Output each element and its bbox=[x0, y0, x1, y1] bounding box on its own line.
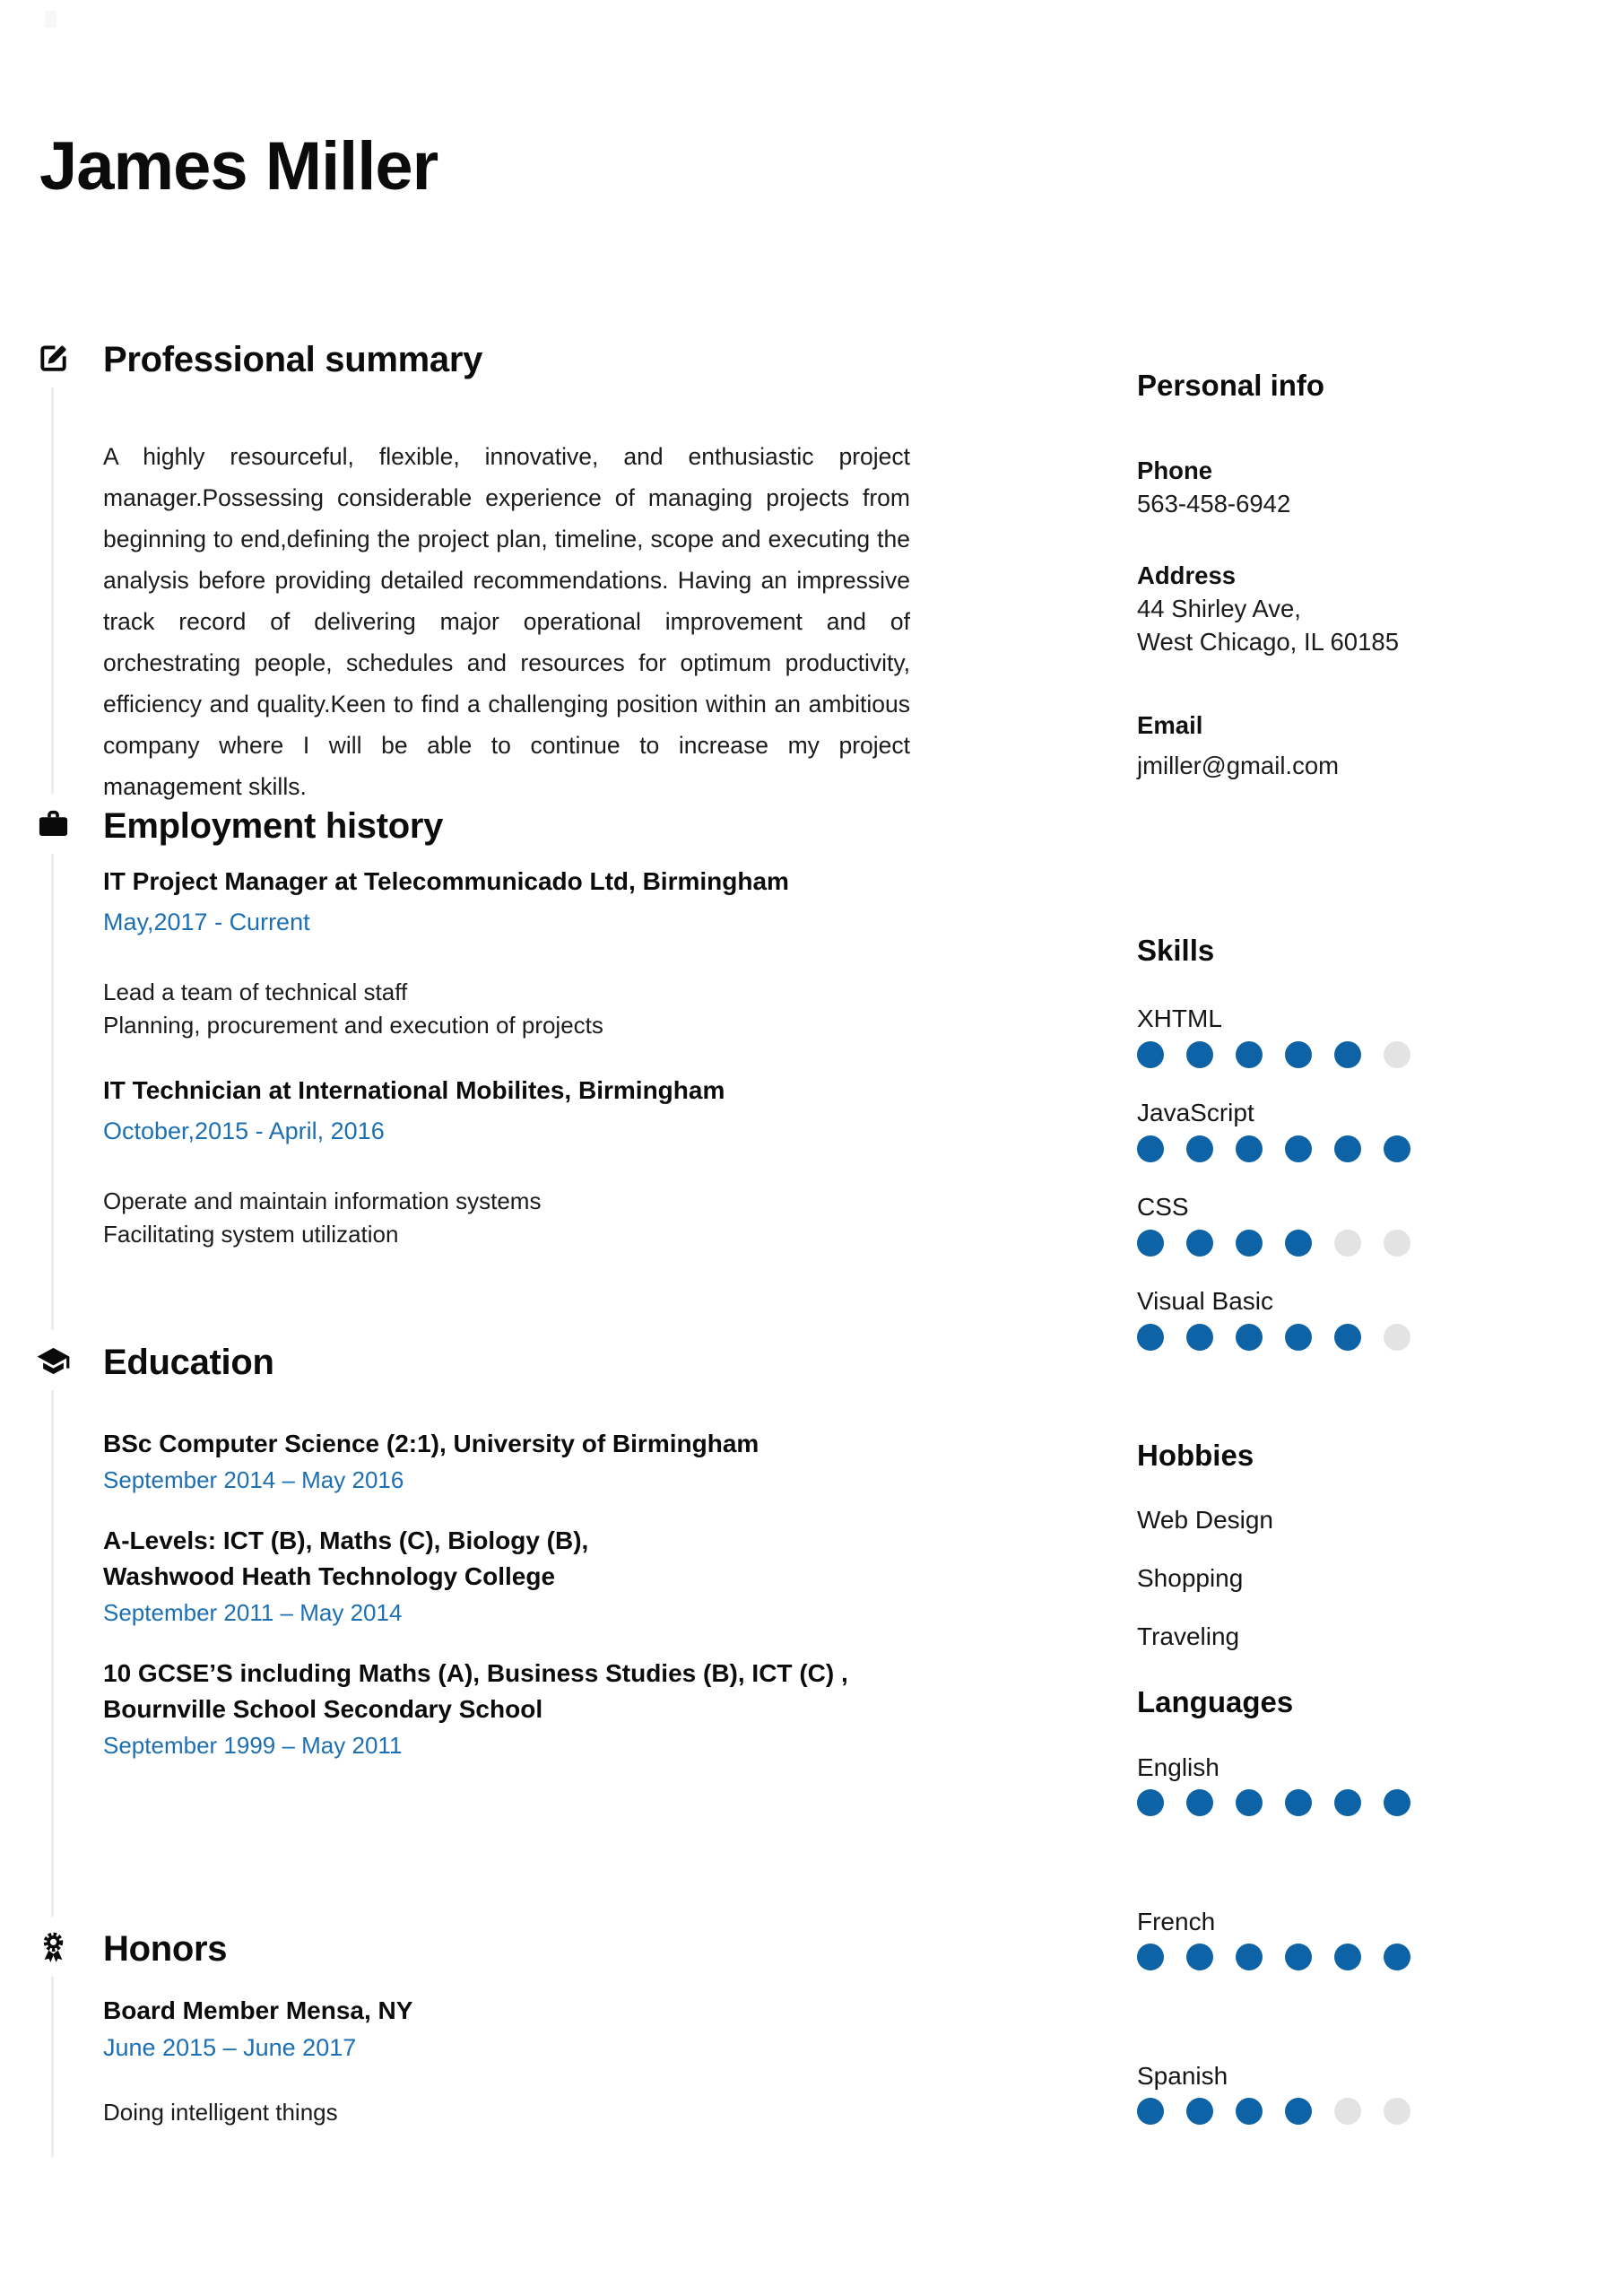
timeline-line bbox=[51, 854, 54, 1330]
address-line: West Chicago, IL 60185 bbox=[1137, 628, 1399, 656]
job-title: IT Technician at International Mobilites, Birmingham bbox=[103, 1076, 725, 1104]
level-dot-filled bbox=[1334, 1789, 1361, 1816]
level-dot-filled bbox=[1334, 1041, 1361, 1068]
education-entry bbox=[103, 1656, 910, 1760]
level-dot-filled bbox=[1384, 1135, 1410, 1162]
honors-heading: Honors bbox=[103, 1929, 228, 1969]
skill-name: JavaScript bbox=[1137, 1099, 1254, 1126]
language-level-dots bbox=[1137, 1944, 1590, 1970]
job-entry bbox=[103, 1074, 910, 1251]
email-label: Email bbox=[1137, 711, 1203, 739]
education-entry bbox=[103, 1426, 910, 1494]
level-dot-filled bbox=[1236, 1041, 1263, 1068]
level-dot-filled bbox=[1186, 1789, 1213, 1816]
honors-content bbox=[103, 1928, 910, 2129]
sidebar-skills bbox=[1137, 933, 1590, 1351]
level-dot-filled bbox=[1186, 1944, 1213, 1970]
level-dot-filled bbox=[1334, 1944, 1361, 1970]
job-detail-line: Facilitating system utilization bbox=[103, 1221, 399, 1248]
level-dot-filled bbox=[1334, 1135, 1361, 1162]
level-dot-filled bbox=[1186, 1041, 1213, 1068]
level-dot-empty bbox=[1334, 1230, 1361, 1257]
job-details bbox=[103, 1185, 910, 1251]
level-dot-filled bbox=[1285, 2098, 1312, 2125]
summary-content bbox=[103, 339, 910, 807]
education-entry bbox=[103, 1523, 910, 1627]
section-honors bbox=[36, 1928, 910, 2129]
education-dates: September 1999 – May 2011 bbox=[103, 1732, 403, 1759]
honor-detail-line: Doing intelligent things bbox=[103, 2099, 338, 2126]
education-title: A-Levels: ICT (B), Maths (C), Biology (B), bbox=[103, 1526, 589, 1554]
job-dates: May,2017 - Current bbox=[103, 909, 310, 935]
level-dot-filled bbox=[1285, 1789, 1312, 1816]
education-heading: Education bbox=[103, 1343, 274, 1382]
language-name: English bbox=[1137, 1753, 1219, 1781]
level-dot-filled bbox=[1137, 2098, 1164, 2125]
hobby-item: Traveling bbox=[1137, 1622, 1240, 1650]
sidebar-hobbies bbox=[1137, 1438, 1590, 1652]
job-dates: October,2015 - April, 2016 bbox=[103, 1118, 385, 1144]
level-dot-empty bbox=[1384, 1230, 1410, 1257]
graduation-cap-icon bbox=[36, 1344, 71, 1378]
skill-name: CSS bbox=[1137, 1193, 1189, 1221]
skill-level-dots bbox=[1137, 1041, 1590, 1068]
honors-rail bbox=[36, 1928, 103, 2129]
level-dot-filled bbox=[1236, 1789, 1263, 1816]
level-dot-filled bbox=[1236, 1230, 1263, 1257]
level-dot-filled bbox=[1137, 1324, 1164, 1351]
sidebar-personal-info bbox=[1137, 368, 1590, 782]
skill-item bbox=[1137, 1285, 1590, 1351]
hobbies-heading: Hobbies bbox=[1137, 1439, 1254, 1472]
level-dot-filled bbox=[1285, 1944, 1312, 1970]
address-label: Address bbox=[1137, 561, 1237, 589]
level-dot-empty bbox=[1334, 2098, 1361, 2125]
section-employment-history bbox=[36, 805, 910, 1251]
level-dot-filled bbox=[1384, 1789, 1410, 1816]
level-dot-filled bbox=[1186, 2098, 1213, 2125]
languages-heading: Languages bbox=[1137, 1685, 1294, 1718]
level-dot-filled bbox=[1285, 1135, 1312, 1162]
level-dot-filled bbox=[1236, 1944, 1263, 1970]
hobby-item: Web Design bbox=[1137, 1506, 1274, 1534]
level-dot-filled bbox=[1334, 1324, 1361, 1351]
level-dot-filled bbox=[1285, 1324, 1312, 1351]
level-dot-filled bbox=[1186, 1135, 1213, 1162]
language-item bbox=[1137, 1752, 1590, 1816]
language-level-dots bbox=[1137, 2098, 1590, 2125]
level-dot-filled bbox=[1186, 1324, 1213, 1351]
candidate-name: James Miller bbox=[39, 128, 438, 204]
briefcase-icon bbox=[36, 807, 71, 842]
language-item bbox=[1137, 1906, 1590, 1970]
language-level-dots bbox=[1137, 1789, 1590, 1816]
level-dot-filled bbox=[1236, 1135, 1263, 1162]
level-dot-empty bbox=[1384, 1041, 1410, 1068]
education-title-line2: Washwood Heath Technology College bbox=[103, 1562, 556, 1590]
employment-rail bbox=[36, 805, 103, 1251]
education-title: 10 GCSE’S including Maths (A), Business Studies (B), ICT (C) , bbox=[103, 1659, 848, 1687]
level-dot-filled bbox=[1137, 1789, 1164, 1816]
level-dot-empty bbox=[1384, 2098, 1410, 2125]
sidebar-languages bbox=[1137, 1684, 1590, 2125]
language-item bbox=[1137, 2060, 1590, 2125]
skill-item bbox=[1137, 1003, 1590, 1068]
job-details bbox=[103, 976, 910, 1042]
education-title-line2: Bournville School Secondary School bbox=[103, 1695, 543, 1723]
education-title: BSc Computer Science (2:1), University of Birmingham bbox=[103, 1430, 759, 1457]
education-dates: September 2011 – May 2014 bbox=[103, 1599, 403, 1626]
skill-name: Visual Basic bbox=[1137, 1287, 1274, 1315]
section-education bbox=[36, 1342, 910, 1760]
summary-heading: Professional summary bbox=[103, 340, 483, 379]
award-icon bbox=[36, 1930, 71, 1965]
timeline-line bbox=[51, 387, 54, 794]
skills-heading: Skills bbox=[1137, 934, 1215, 967]
honor-dates: June 2015 – June 2017 bbox=[103, 2034, 357, 2061]
level-dot-filled bbox=[1384, 1944, 1410, 1970]
education-content bbox=[103, 1342, 910, 1760]
skill-level-dots bbox=[1137, 1135, 1590, 1162]
job-detail-line: Operate and maintain information systems bbox=[103, 1187, 542, 1214]
address-line: 44 Shirley Ave, bbox=[1137, 595, 1301, 622]
summary-paragraph: A highly resourceful, flexible, innovative, and enthusiastic project manager.Possessing considerable experience of managing projects from beginning to end,defining the project plan, timeline, scope and executing the analysis before providing detailed recommendations. Having an impressive track record of delivering major operational improvement and of orchestrating people, schedules and resources for optimum productivity, efficiency and quality.Keen to find a challenging position within an ambitious company where I will be able to continue to increase my project management skills. bbox=[103, 443, 910, 800]
education-rail bbox=[36, 1342, 103, 1760]
edit-icon bbox=[36, 341, 71, 376]
level-dot-filled bbox=[1137, 1041, 1164, 1068]
section-professional-summary bbox=[36, 339, 910, 807]
hobby-item: Shopping bbox=[1137, 1564, 1244, 1592]
level-dot-filled bbox=[1186, 1230, 1213, 1257]
phone-value: 563-458-6942 bbox=[1137, 490, 1291, 517]
summary-rail bbox=[36, 339, 103, 807]
job-entry bbox=[103, 865, 910, 1042]
skill-level-dots bbox=[1137, 1230, 1590, 1257]
level-dot-filled bbox=[1285, 1041, 1312, 1068]
level-dot-filled bbox=[1137, 1944, 1164, 1970]
education-dates: September 2014 – May 2016 bbox=[103, 1466, 404, 1493]
level-dot-filled bbox=[1285, 1230, 1312, 1257]
honor-title: Board Member Mensa, NY bbox=[103, 1996, 413, 2024]
skill-item bbox=[1137, 1097, 1590, 1162]
level-dot-filled bbox=[1137, 1135, 1164, 1162]
skill-level-dots bbox=[1137, 1324, 1590, 1351]
level-dot-empty bbox=[1384, 1324, 1410, 1351]
job-title: IT Project Manager at Telecommunicado Ltd, Birmingham bbox=[103, 867, 789, 895]
level-dot-filled bbox=[1137, 1230, 1164, 1257]
personal-info-heading: Personal info bbox=[1137, 369, 1325, 402]
language-name: Spanish bbox=[1137, 2062, 1228, 2090]
timeline-line bbox=[51, 1977, 54, 2157]
phone-label: Phone bbox=[1137, 457, 1213, 484]
timeline-line bbox=[51, 1390, 54, 1917]
job-detail-line: Lead a team of technical staff bbox=[103, 978, 408, 1005]
level-dot-filled bbox=[1236, 1324, 1263, 1351]
employment-heading: Employment history bbox=[103, 806, 444, 846]
language-name: French bbox=[1137, 1908, 1216, 1935]
job-detail-line: Planning, procurement and execution of projects bbox=[103, 1012, 603, 1039]
skill-name: XHTML bbox=[1137, 1004, 1222, 1032]
email-value: jmiller@gmail.com bbox=[1137, 752, 1340, 779]
page-artifact-mark bbox=[45, 11, 56, 28]
level-dot-filled bbox=[1236, 2098, 1263, 2125]
skill-item bbox=[1137, 1191, 1590, 1257]
employment-content bbox=[103, 805, 910, 1251]
